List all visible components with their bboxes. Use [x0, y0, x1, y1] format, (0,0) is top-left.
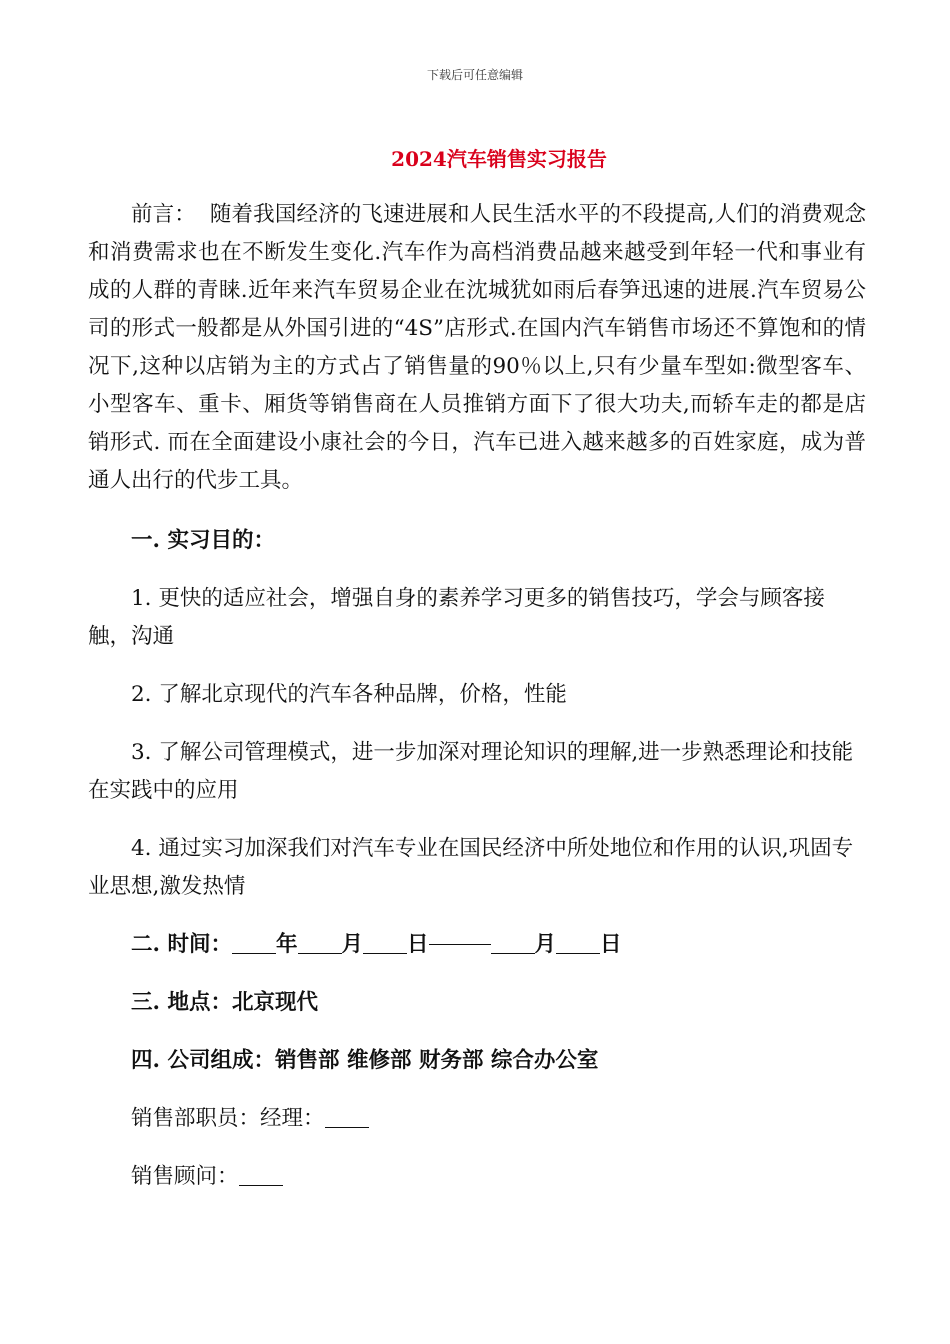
staff-consultant-label: 销售顾问： — [131, 1164, 239, 1189]
document-title: 2024汽车销售实习报告 — [391, 147, 607, 171]
day2-label: 日 — [600, 932, 622, 957]
date-range-dash — [429, 944, 491, 945]
month2-label: 月 — [534, 932, 557, 957]
day-label: 日 — [407, 932, 429, 957]
day-blank[interactable] — [363, 929, 407, 954]
time-label: 二. 时间： — [131, 932, 232, 957]
section-2-time — [88, 926, 866, 964]
year-blank[interactable] — [232, 929, 276, 954]
intro-text: 随着我国经济的飞速进展和人民生活水平的不段提高,人们的消费观念和消费需求也在不断发生变化.汽车作为高档消费品越来越受到年轻一代和事业有成的人群的青睐.近年来汽车贸易企业在沈城犹如雨后春笋迅速的进展.汽车贸易公司的形式一般都是从外国引进的“4S”店形式.在国内汽车销售市场还不算饱和的情况下,这种以店销为主的方式占了销售量的90％以上,只有少量车型如:微型客车、小型客车、重卡、厢货等销售商在人员推销方面下了很大功夫,而轿车走的都是店销形式. 而在全面建设小康社会的今日，汽车已进入越来越多的百姓家庭，成为普通人出行的代步工具。 — [88, 202, 866, 493]
day2-blank[interactable] — [556, 929, 600, 954]
objective-item-2: 2. 了解北京现代的汽车各种品牌，价格，性能 — [131, 682, 567, 707]
objective-item-3: 3. 了解公司管理模式，进一步加深对理论知识的理解,进一步熟悉理论和技能在实践中的应用 — [88, 740, 854, 803]
staff-manager-line — [88, 1100, 866, 1138]
intro-label: 前言： — [131, 202, 196, 227]
month-blank[interactable] — [298, 929, 342, 954]
year-label: 年 — [275, 932, 298, 957]
section-4-company: 四. 公司组成：销售部 维修部 财务部 综合办公室 — [131, 1048, 599, 1073]
intro-paragraph — [88, 196, 866, 500]
section-1-heading: 一. 实习目的： — [131, 528, 275, 553]
staff-consultant-line — [88, 1158, 866, 1196]
objective-item-4: 4. 通过实习加深我们对汽车专业在国民经济中所处地位和作用的认识,巩固专业思想,激发热情 — [88, 836, 854, 899]
objective-item-1: 1. 更快的适应社会，增强自身的素养学习更多的销售技巧，学会与顾客接触，沟通 — [88, 586, 825, 649]
header-note: 下载后可任意编辑 — [426, 68, 523, 82]
consultant-blank[interactable] — [239, 1161, 283, 1186]
section-3-location: 三. 地点：北京现代 — [131, 990, 318, 1015]
document-body — [88, 196, 866, 1196]
staff-manager-label: 销售部职员：经理： — [131, 1106, 325, 1131]
manager-blank[interactable] — [325, 1103, 369, 1128]
month-label: 月 — [341, 932, 364, 957]
month2-blank[interactable] — [491, 929, 535, 954]
